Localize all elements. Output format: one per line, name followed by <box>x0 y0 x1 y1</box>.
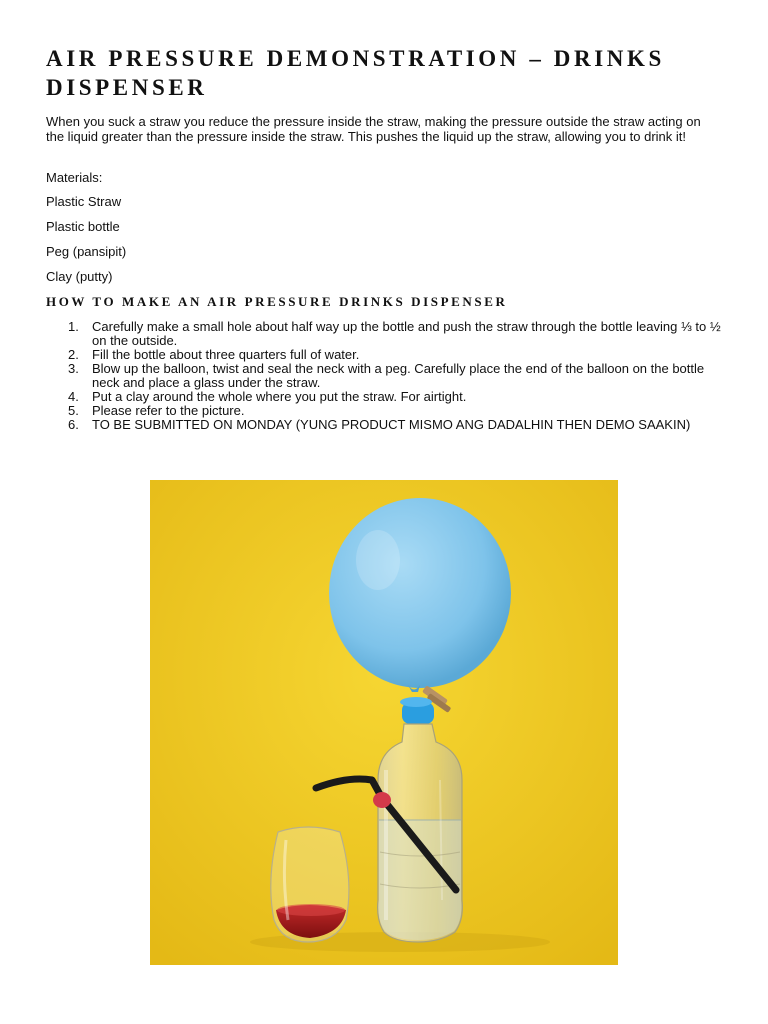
step-text: Put a clay around the whole where you put the straw. For airtight. <box>92 389 467 404</box>
material-item: Plastic bottle <box>46 219 120 234</box>
step-text: Carefully make a small hole about half way up the bottle and push the straw through the bottle leaving ⅓ to ½ on the outside. <box>92 319 721 348</box>
step-text: Please refer to the picture. <box>92 403 245 418</box>
intro-paragraph: When you suck a straw you reduce the pressure inside the straw, making the pressure outside the straw acting on the liquid greater than the pressure inside the straw. This pushes the liquid up the straw, allowing you to drink it! <box>46 114 701 144</box>
step-text: Fill the bottle about three quarters full of water. <box>92 347 360 362</box>
material-item: Peg (pansipit) <box>46 244 127 259</box>
step-number: 6. <box>68 417 79 432</box>
step-number: 1. <box>68 319 79 334</box>
clay-seal <box>373 792 391 808</box>
step-item <box>68 389 722 404</box>
balloon-highlight <box>356 530 400 590</box>
howto-heading: HOW TO MAKE AN AIR PRESSURE DRINKS DISPENSER <box>46 294 508 309</box>
demonstration-illustration <box>150 480 618 965</box>
demonstration-photo <box>150 480 618 965</box>
step-text: Blow up the balloon, twist and seal the neck with a peg. Carefully place the end of the balloon on the bottle neck and place a glass under the straw. <box>92 361 705 390</box>
page-title: AIR PRESSURE DEMONSTRATION – DRINKS DISPENSER <box>46 46 665 100</box>
step-item <box>68 361 722 390</box>
step-item <box>68 417 722 432</box>
step-number: 2. <box>68 347 79 362</box>
step-number: 4. <box>68 389 79 404</box>
step-item <box>68 403 722 418</box>
steps-list <box>46 320 722 432</box>
material-item: Plastic Straw <box>46 194 122 209</box>
step-item <box>68 319 722 348</box>
step-number: 5. <box>68 403 79 418</box>
materials-heading: Materials: <box>46 170 103 185</box>
balloon <box>329 498 511 688</box>
step-number: 3. <box>68 361 79 376</box>
material-item: Clay (putty) <box>46 269 113 284</box>
step-text: TO BE SUBMITTED ON MONDAY (YUNG PRODUCT MISMO ANG DADALHIN THEN DEMO SAAKIN) <box>92 417 691 432</box>
step-item <box>68 347 722 362</box>
